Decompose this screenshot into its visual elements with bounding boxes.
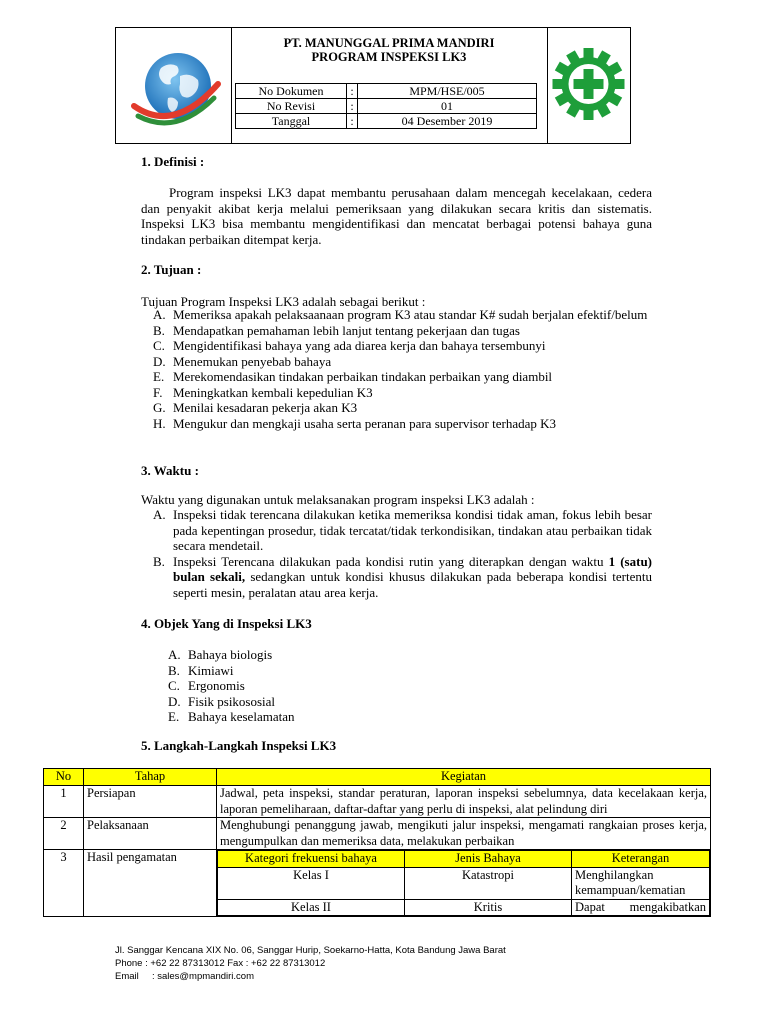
list-item [168,647,294,663]
company-logo-cell [116,28,232,143]
kategori-row [218,867,710,899]
doc-info-value: MPM/HSE/005 [358,84,537,99]
list-item [153,385,652,401]
kategori-header-row [218,851,710,868]
doc-info-row [236,114,537,129]
doc-info-sep: : [347,84,358,99]
tujuan-intro: Tujuan Program Inspeksi LK3 adalah sebagai berikut : [141,294,426,309]
list-letter: C. [168,678,180,693]
doc-info-label: Tanggal [236,114,347,129]
list-letter: H. [153,415,166,431]
list-text: Inspeksi tidak terencana dilakukan ketika memeriksa kondisi tidak aman, fokus lebih besar pada kepentingan prosedur, tidak tercatat/tidak terkondisikan, tindakan atau perbaikan tidak secara mendetail. [173,507,652,553]
list-item [153,554,652,601]
table-row [44,850,711,917]
cell-no: 2 [44,818,84,850]
cell-kegiatan: Menghubungi penanggung jawab, mengikuti jalur inspeksi, mengamati rangkaian proses kerja, mengumpulkan dan memeriksa data, melakukan perbaikan [217,818,711,850]
list-item [153,400,652,416]
list-item [168,663,294,679]
column-header-kegiatan: Kegiatan [217,769,711,786]
list-letter: B. [153,322,165,338]
definisi-paragraph: Program inspeksi LK3 dapat membantu perusahaan dalam mencegah kecelakaan, cedera dan penyakit akibat kerja melalui pemeriksaan yang dilakukan secara kritis dan sistematis. Inspeksi LK3 bisa membantu mengidentifikasi dan mencatat berbagai potensi bahaya guna tindakan perbaikan ditempat kerja. [141,185,652,247]
footer-address: Jl. Sanggar Kencana XIX No. 06, Sanggar Hurip, Soekarno-Hatta, Kota Bandung Jawa Barat [115,945,506,956]
list-text: Menilai kesadaran pekerja akan K3 [173,400,358,415]
doc-info-label: No Revisi [236,99,347,114]
cell-kategori: Kelas I [218,867,405,899]
list-item [153,369,652,385]
list-letter: E. [168,709,180,724]
list-text: Merekomendasikan tindakan perbaikan tindakan perbaikan yang diambil [173,369,553,384]
footer-email: Email : sales@mpmandiri.com [115,971,254,982]
list-item [153,338,652,354]
cell-no: 1 [44,786,84,818]
list-text: Memeriksa apakah pelaksaanaan program K3 atau standar K# sudah berjalan efektif/belum [173,307,648,322]
list-letter: A. [168,647,181,662]
header-title-cell [231,28,548,143]
list-letter: D. [168,693,181,709]
langkah-table [43,768,711,917]
objek-list [168,647,294,725]
list-text: Meningkatkan kembali kepedulian K3 [173,384,373,400]
list-text: Mengukur dan mengkaji usaha serta peranan para supervisor terhadap K3 [173,415,556,431]
cell-kegiatan: Jadwal, peta inspeksi, standar peraturan, laporan inspeksi sebelumnya, data kecelakaan kerja, laporan pemeliharaan, daftar-daftar yang perlu di inspeksi, alat pelindung diri [217,786,711,818]
cell-kegiatan [217,850,711,917]
waktu-b-bold: 1 (satu) bulan sekali, [173,553,653,584]
waktu-b-text-end: sedangkan untuk kondisi khusus dilakukan pada beberapa kondisi tertentu seperti mesin, peralatan atau area kerja. [173,569,652,600]
doc-info-row [236,99,537,114]
cell-jenis: Kritis [405,899,572,916]
list-text: Bahaya biologis [188,647,273,662]
section-tujuan-title: 2. Tujuan : [141,262,202,277]
cell-jenis: Katastropi [405,867,572,899]
cell-tahap: Persiapan [84,786,217,818]
list-letter: C. [153,338,165,353]
list-letter: B. [153,553,165,569]
doc-info-value: 04 Desember 2019 [358,114,537,129]
column-header-jenis: Jenis Bahaya [405,851,572,868]
cell-tahap: Pelaksanaan [84,818,217,850]
section-objek-title: 4. Objek Yang di Inspeksi LK3 [141,616,312,631]
cell-keterangan: Dapat mengakibatkan [572,899,710,916]
cell-kategori: Kelas II [218,899,405,916]
program-name: PROGRAM INSPEKSI LK3 [311,50,467,64]
table-header-row [44,769,711,786]
list-letter: A. [153,507,166,522]
list-letter: E. [153,369,165,384]
waktu-list [153,507,652,600]
column-header-keterangan: Keterangan [572,851,710,868]
k3-gear-cross-icon [547,28,630,143]
document-info-table [235,83,537,129]
section-langkah-title: 5. Langkah-Langkah Inspeksi LK3 [141,738,337,753]
column-header-tahap: Tahap [84,769,217,786]
kategori-table [217,850,710,916]
column-header-no: No [44,769,84,786]
list-text: Mengidentifikasi bahaya yang ada diarea kerja dan bahaya tersembunyi [173,338,546,353]
k3-logo-cell [547,28,630,143]
list-text: Fisik psikososial [188,693,276,709]
table-row [44,818,711,850]
list-item [153,307,652,323]
list-text: Mendapatkan pemahaman lebih lanjut tentang pekerjaan dan tugas [173,322,520,338]
list-text: Bahaya keselamatan [188,709,295,724]
list-item [168,678,294,694]
section-definisi-title: 1. Definisi : [141,154,205,169]
doc-info-value: 01 [358,99,537,114]
list-text [173,554,652,601]
footer-phone: Phone : +62 22 87313012 Fax : +62 22 87313012 [115,958,326,969]
doc-info-sep: : [347,114,358,129]
list-item [168,709,294,725]
list-item [168,694,294,710]
list-letter: B. [168,662,180,678]
list-letter: A. [153,307,166,322]
list-item [153,507,652,554]
document-header [115,27,631,144]
cell-keterangan: Menghilangkan kemampuan/kematian [572,867,710,899]
list-item [153,323,652,339]
list-letter: G. [153,400,166,415]
section-waktu-title: 3. Waktu : [141,463,199,478]
globe-logo-icon [116,28,231,143]
list-text: Menemukan penyebab bahaya [173,353,332,369]
list-text: Kimiawi [188,662,234,678]
column-header-kategori: Kategori frekuensi bahaya [218,851,405,868]
doc-info-sep: : [347,99,358,114]
list-item [153,354,652,370]
list-text: Ergonomis [188,678,245,693]
table-row [44,786,711,818]
cell-no: 3 [44,850,84,917]
page-footer [115,944,506,983]
list-letter: D. [153,353,166,369]
waktu-intro: Waktu yang digunakan untuk melaksanakan program inspeksi LK3 adalah : [141,492,535,507]
waktu-b-text: Inspeksi Terencana dilakukan pada kondisi rutin yang diterapkan dengan waktu [173,553,609,569]
company-name: PT. MANUNGGAL PRIMA MANDIRI [283,36,495,50]
tujuan-list [153,307,652,431]
doc-info-label: No Dokumen [236,84,347,99]
doc-info-row [236,84,537,99]
cell-tahap: Hasil pengamatan [84,850,217,917]
list-item [153,416,652,432]
kategori-row [218,899,710,916]
list-letter: F. [153,384,163,400]
